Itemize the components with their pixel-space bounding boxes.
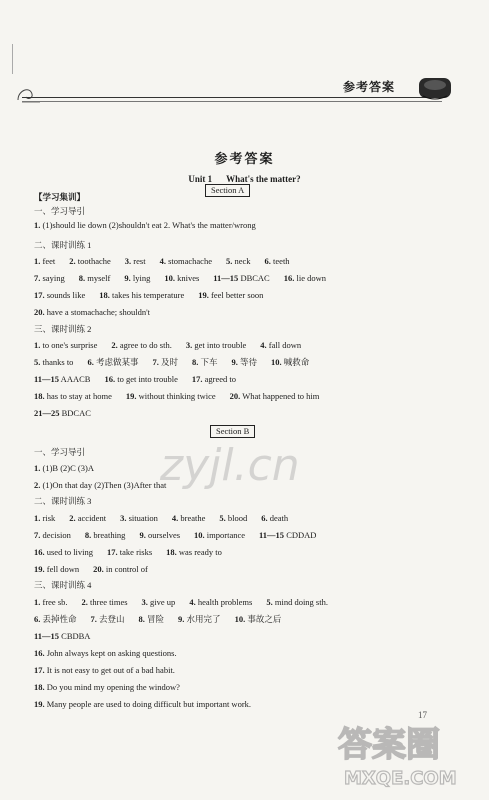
section-b-box: Section B [210, 425, 255, 438]
item-answer: give up [147, 597, 176, 607]
answer-item [231, 357, 257, 368]
item-number: 3. [185, 340, 193, 350]
item-number: 2. [81, 597, 88, 607]
answer-row [34, 391, 333, 402]
item-answer: myself [85, 273, 111, 283]
item-number: 3. [120, 513, 127, 523]
answer-item [34, 665, 175, 676]
item-number: 16. [104, 374, 116, 384]
answer-item [124, 273, 150, 284]
answer-item [34, 256, 55, 267]
item-number: 2. [69, 513, 76, 523]
item-answer: BDCAC [59, 408, 91, 418]
answer-item [260, 340, 301, 351]
item-answer: lying [130, 273, 151, 283]
item-answer: decision [40, 530, 71, 540]
item-number: 4. [260, 340, 267, 350]
item-answer: (1)On that day (2)Then (3)After that [40, 480, 167, 490]
item-answer: free sb. [40, 597, 68, 607]
answer-item [91, 614, 125, 625]
item-answer: without thinking twice [136, 391, 216, 401]
answer-item [152, 357, 178, 368]
item-answer: takes his temperature [109, 290, 185, 300]
header-title: 参考答案 [343, 80, 396, 94]
item-answer: 及时 [158, 357, 178, 367]
answer-item [34, 408, 91, 419]
answer-row [34, 513, 302, 524]
answer-item [271, 357, 309, 368]
answer-item [164, 273, 199, 284]
a1-heading: 一、学习导引 [34, 206, 86, 216]
item-number: 9. [231, 357, 238, 367]
answer-item [34, 530, 71, 541]
answer-row [34, 220, 256, 231]
answer-item [34, 463, 94, 474]
item-answer: teeth [270, 256, 290, 266]
answer-item [139, 530, 180, 541]
answer-row [34, 631, 104, 642]
item-answer: 喊救命 [281, 357, 310, 367]
item-answer: ourselves [145, 530, 181, 540]
item-number: 6. [261, 513, 268, 523]
item-number: 18. [166, 547, 177, 557]
answer-item [259, 530, 316, 541]
item-number: 5. [34, 357, 41, 367]
item-number: 17. [34, 665, 45, 675]
answer-item [34, 307, 150, 318]
item-answer: Do you mind my opening the window? [44, 682, 180, 692]
header-rule-thin [22, 101, 442, 102]
header-rule [22, 97, 442, 98]
answer-item [120, 513, 158, 524]
answer-item [160, 256, 212, 267]
answer-item [79, 273, 111, 284]
answer-item [189, 597, 252, 608]
answer-row [34, 547, 236, 558]
b2-heading: 二、课时训练 3 [34, 496, 92, 506]
answer-row [34, 408, 105, 419]
item-answer: fell down [44, 564, 80, 574]
item-number: 20. [229, 391, 241, 401]
answer-item [265, 256, 290, 267]
item-number: 6. [264, 256, 271, 266]
answer-item [186, 340, 246, 351]
item-answer: neck [232, 256, 251, 266]
answer-item [230, 391, 320, 402]
item-answer: agree to do sth. [117, 340, 172, 350]
answer-row [34, 357, 323, 368]
item-answer: 考虑做某事 [93, 357, 139, 367]
item-number: 1. [34, 256, 41, 266]
answer-row [34, 614, 295, 625]
answer-row [34, 374, 250, 385]
item-answer: AAACB [59, 374, 91, 384]
item-number: 2. [111, 340, 118, 350]
item-answer: 事故之后 [245, 614, 282, 624]
item-answer: (1)B (2)C (3)A [40, 463, 94, 473]
item-number: 18. [99, 290, 110, 300]
item-answer: John always kept on asking questions. [44, 648, 177, 658]
item-answer: knives [174, 273, 200, 283]
item-number: 1. [34, 463, 41, 473]
item-answer: blood [225, 513, 248, 523]
binding-mark [12, 44, 13, 74]
item-number: 9. [178, 614, 185, 624]
unit-name: What's the matter? [226, 174, 301, 184]
section-tag: 【学习集训】 [34, 192, 86, 202]
answer-row [34, 665, 189, 676]
item-number: 9. [139, 530, 146, 540]
item-answer: to get into trouble [115, 374, 178, 384]
answer-item [192, 374, 236, 385]
item-number: 8. [191, 357, 199, 367]
answer-item [125, 256, 146, 267]
item-answer: have a stomachache; shouldn't [44, 307, 151, 317]
answer-item [235, 614, 282, 625]
item-number: 6. [87, 357, 94, 367]
svg-text:答案圈: 答案圈 [338, 725, 440, 765]
item-number: 5. [219, 513, 226, 523]
item-answer: importance [204, 530, 246, 540]
item-answer: breathe [178, 513, 206, 523]
item-answer: 下车 [198, 357, 218, 367]
answer-row [34, 530, 330, 541]
site-logo-icon [330, 712, 460, 792]
item-number: 8. [138, 614, 145, 624]
answer-item [166, 547, 222, 558]
answer-row [34, 307, 164, 318]
answer-item [213, 273, 269, 284]
item-answer: fall down [266, 340, 302, 350]
ink-stone-icon [417, 72, 453, 102]
item-answer: toothache [75, 256, 111, 266]
item-answer: 去登山 [96, 614, 125, 624]
item-answer: CBDBA [59, 631, 91, 641]
answer-item [69, 256, 111, 267]
item-answer: 冒险 [144, 614, 165, 624]
item-number: 11—15 [259, 530, 285, 540]
answer-item [34, 614, 77, 625]
item-answer: rest [131, 256, 146, 266]
answer-item [107, 547, 152, 558]
item-number: 20. [93, 564, 104, 574]
answer-item [34, 480, 166, 491]
answer-row [34, 648, 191, 659]
item-number: 11—15 [213, 273, 239, 283]
item-number: 1. [34, 340, 41, 350]
item-answer: accident [75, 513, 107, 523]
item-number: 5. [225, 256, 233, 266]
answer-item [34, 340, 97, 351]
item-number: 2. [69, 256, 76, 266]
section-a-box: Section A [205, 184, 250, 197]
item-answer: health problems [195, 597, 253, 607]
answer-item [34, 699, 251, 710]
item-number: 2. [34, 480, 41, 490]
answer-item [34, 290, 85, 301]
item-answer: 丢掉性命 [40, 614, 77, 624]
a3-heading: 三、课时训练 2 [34, 324, 92, 334]
item-number: 7. [90, 614, 97, 624]
answer-item [139, 614, 165, 625]
answer-item [126, 391, 216, 402]
item-number: 16. [34, 547, 45, 557]
answer-item [34, 391, 112, 402]
item-number: 6. [34, 614, 41, 624]
answer-item [34, 273, 65, 284]
page-number: 17 [418, 710, 427, 720]
item-number: 11—15 [34, 631, 60, 641]
item-number: 17. [191, 374, 203, 384]
item-answer: three times [87, 597, 128, 607]
item-answer: in control of [103, 564, 148, 574]
item-number: 17. [107, 547, 118, 557]
item-answer: used to living [44, 547, 94, 557]
item-number: 20. [34, 307, 45, 317]
answer-item [194, 530, 245, 541]
answer-item [85, 530, 126, 541]
answer-item [142, 597, 176, 608]
answer-row [34, 564, 162, 575]
item-number: 1. [34, 513, 41, 523]
item-answer: take risks [117, 547, 153, 557]
answer-row [34, 340, 315, 351]
unit-number: Unit 1 [188, 174, 213, 184]
answer-item [34, 631, 90, 642]
item-number: 19. [34, 564, 45, 574]
item-number: 16. [34, 648, 45, 658]
item-answer: death [267, 513, 289, 523]
item-number: 10. [164, 273, 175, 283]
svg-text:MXQE.COM: MXQE.COM [344, 768, 457, 789]
answer-item [284, 273, 326, 284]
b3-heading: 三、课时训练 4 [34, 580, 92, 590]
item-number: 10. [271, 357, 282, 367]
item-answer: agreed to [202, 374, 237, 384]
item-number: 7. [152, 357, 159, 367]
page-title: 参考答案 [214, 151, 275, 166]
item-answer: has to stay at home [44, 391, 112, 401]
item-number: 8. [84, 530, 92, 540]
answer-item [34, 547, 93, 558]
item-answer: breathing [91, 530, 126, 540]
item-number: 10. [194, 530, 205, 540]
answer-item [198, 290, 263, 301]
item-answer: situation [126, 513, 158, 523]
answer-item [192, 357, 218, 368]
answer-row [34, 256, 304, 267]
item-number: 11—15 [34, 374, 60, 384]
answer-item [99, 290, 184, 301]
watermark-text: zyjl.cn [160, 440, 300, 491]
item-number: 21—25 [34, 408, 60, 418]
item-answer: saying [40, 273, 65, 283]
item-answer: feel better soon [208, 290, 264, 300]
answer-item [34, 682, 180, 693]
item-answer: stomachache [165, 256, 212, 266]
answer-item [172, 513, 206, 524]
item-number: 4. [189, 597, 196, 607]
item-answer: lie down [294, 273, 326, 283]
item-number: 4. [171, 513, 179, 523]
item-answer: thanks to [40, 357, 74, 367]
swirl-ornament-icon [14, 80, 44, 106]
item-answer: was ready to [176, 547, 222, 557]
answer-item [261, 513, 288, 524]
answer-row [34, 480, 180, 491]
answer-item [34, 513, 55, 524]
item-answer: get into trouble [192, 340, 247, 350]
b1-heading: 一、学习导引 [34, 447, 86, 457]
item-number: 19. [125, 391, 137, 401]
item-number: 1. [34, 220, 41, 230]
answer-item [104, 374, 177, 385]
item-answer: sounds like [44, 290, 86, 300]
answer-row [34, 273, 340, 284]
answer-item [34, 357, 73, 368]
item-number: 5. [266, 597, 273, 607]
item-number: 18. [34, 682, 45, 692]
item-number: 17. [34, 290, 45, 300]
answer-item [93, 564, 148, 575]
item-number: 19. [34, 699, 45, 709]
answer-item [34, 374, 90, 385]
item-number: 16. [283, 273, 295, 283]
item-answer: DBCAC [238, 273, 270, 283]
answer-item [226, 256, 251, 267]
item-number: 3. [141, 597, 148, 607]
item-answer: CDDAD [284, 530, 317, 540]
answer-row [34, 597, 342, 608]
answer-item [266, 597, 328, 608]
item-number: 4. [159, 256, 166, 266]
item-answer: feet [40, 256, 56, 266]
item-answer: to one's surprise [40, 340, 98, 350]
answer-item [34, 597, 68, 608]
item-number: 18. [34, 391, 45, 401]
item-number: 3. [124, 256, 132, 266]
item-answer: What happened to him [240, 391, 320, 401]
a2-heading: 二、课时训练 1 [34, 240, 92, 250]
answer-item [34, 648, 177, 659]
item-number: 7. [34, 273, 41, 283]
item-number: 19. [198, 290, 209, 300]
item-answer: (1)should lie down (2)shouldn't eat 2. What's the matter/wrong [42, 220, 256, 230]
answer-row [34, 682, 194, 693]
item-answer: 水用完了 [184, 614, 221, 624]
item-answer: 等待 [237, 357, 257, 367]
item-number: 10. [234, 614, 246, 624]
answer-item [111, 340, 171, 351]
answer-item [178, 614, 221, 625]
answer-row [34, 463, 108, 474]
answer-item [219, 513, 247, 524]
answer-item [87, 357, 138, 368]
answer-row [34, 290, 277, 301]
item-answer: mind doing sth. [272, 597, 328, 607]
item-number: 7. [34, 530, 41, 540]
item-answer: It is not easy to get out of a bad habit. [44, 665, 175, 675]
item-number: 8. [78, 273, 86, 283]
item-answer: risk [40, 513, 56, 523]
answer-row [34, 699, 265, 710]
answer-item [69, 513, 106, 524]
unit-heading [0, 174, 489, 184]
item-number: 9. [124, 273, 131, 283]
answer-item [82, 597, 128, 608]
item-answer: Many people are used to doing difficult but important work. [44, 699, 252, 709]
answer-item [34, 564, 79, 575]
item-number: 1. [34, 597, 41, 607]
